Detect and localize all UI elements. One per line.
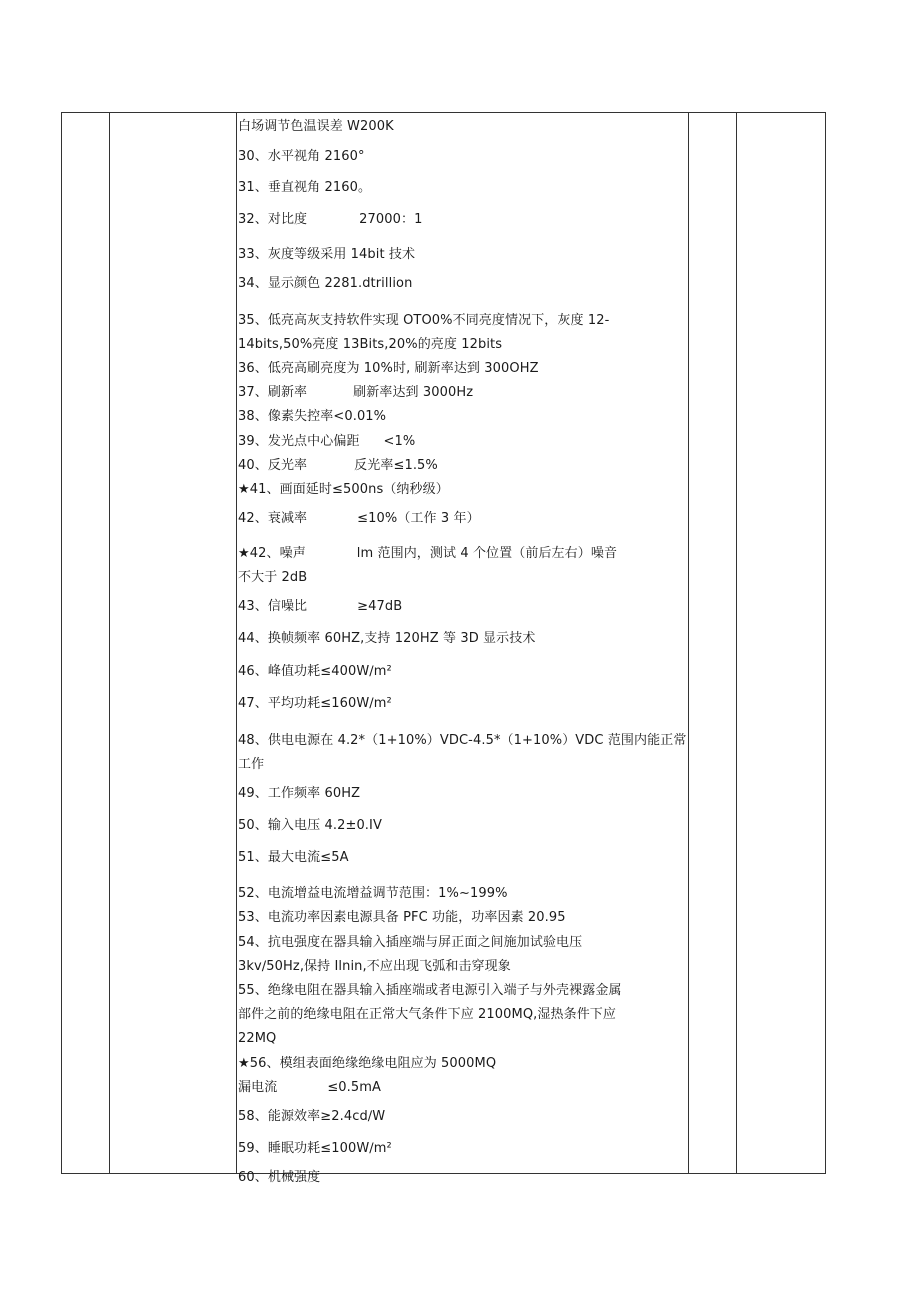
spec-line [238, 546, 617, 562]
spec-line: 51、最大电流≤5A [238, 850, 349, 865]
spec-line: 47、平均功耗≤160W∕m² [238, 696, 392, 711]
column-divider-1 [109, 113, 110, 1173]
spec-label: 漏电流 [238, 1080, 278, 1095]
spec-line: 22MQ [238, 1031, 277, 1046]
spec-label: 32、对比度 [238, 212, 308, 227]
spec-label: 43、信噪比 [238, 599, 308, 614]
spec-line [238, 1080, 381, 1096]
spec-value: ≤0.5mA [327, 1080, 382, 1095]
spec-line: 48、供电电源在 4.2*（1+10%）VDC-4.5*（1+10%）VDC 范围内能正常 [238, 733, 687, 748]
spec-line: 54、抗电强度在器具输入插座端与屏正面之间施加试验电压 [238, 935, 583, 950]
spec-value: 刷新率达到 3000Hz [353, 385, 474, 400]
spec-line [238, 434, 415, 450]
spec-label: 40、反光率 [238, 458, 308, 473]
spec-line: 部件之前的绝缘电阻在正常大气条件下应 2100MQ,湿热条件下应 [238, 1007, 616, 1022]
spec-line: 38、像素失控率<0.01% [238, 409, 387, 424]
spec-content-cell [237, 113, 687, 1185]
spec-line [238, 599, 402, 615]
spec-line: 3kv∕50Hz,保持 Ilnin,不应出现飞弧和击穿现象 [238, 959, 511, 974]
column-divider-3 [688, 113, 689, 1173]
spec-value: lm 范围内，测试 4 个位置（前后左右）噪音 [356, 546, 618, 561]
spec-line: 35、低亮高灰支持软件实现 OTO0%不同亮度情况下，灰度 12- [238, 313, 610, 328]
spec-label: ★42、噪声 [238, 546, 306, 561]
spec-line: 59、睡眠功耗≤100W∕m² [238, 1141, 392, 1156]
spec-label: 37、刷新率 [238, 385, 308, 400]
spec-line: 34、显示颜色 2281.dtrillion [238, 276, 413, 291]
spec-value: 反光率≤1.5% [354, 458, 438, 473]
spec-value: 27000：1 [359, 212, 423, 227]
spec-line: 49、工作频率 60HZ [238, 786, 361, 801]
spec-value: ≥47dB [357, 599, 403, 614]
spec-line: 58、能源效率≥2.4cd∕W [238, 1109, 386, 1124]
spec-line: 36、低亮高刷亮度为 10%时, 刷新率达到 300OHZ [238, 361, 539, 376]
spec-line: ★41、画面延时≤500ns（纳秒级） [238, 482, 449, 497]
spec-line: 33、灰度等级采用 14bit 技术 [238, 247, 416, 262]
spec-line: 55、绝缘电阻在器具输入插座端或者电源引入端子与外壳裸露金属 [238, 983, 622, 998]
spec-line [238, 511, 480, 527]
spec-label: 39、发光点中心偏距 [238, 434, 360, 449]
spec-line: 31、垂直视角 2160。 [238, 180, 372, 195]
spec-line [238, 385, 473, 401]
spec-line: 30、水平视角 2160° [238, 149, 365, 164]
spec-line-cut: 60、机械强度 [238, 1170, 321, 1185]
spec-line: 44、换帧频率 60HZ,支持 120HZ 等 3D 显示技术 [238, 631, 536, 646]
spec-line: 50、输入电压 4.2±0.IV [238, 818, 382, 833]
spec-line: 52、电流增益电流增益调节范围：1%~199% [238, 886, 508, 901]
spec-line [238, 212, 422, 228]
spec-value: ≤10%（工作 3 年） [357, 511, 480, 526]
spec-line [238, 458, 438, 474]
spec-line: 46、峰值功耗≤400W∕m² [238, 664, 392, 679]
spec-line: 白场调节色温误差 W200K [238, 119, 394, 134]
spec-label: 42、衰减率 [238, 511, 308, 526]
column-divider-4 [736, 113, 737, 1173]
spec-value: <1% [383, 434, 416, 449]
spec-table [61, 112, 826, 1185]
spec-line: ★56、模组表面绝缘绝缘电阻应为 5000MQ [238, 1056, 497, 1071]
spec-line: 14bits,50%亮度 13Bits,20%的亮度 12bits [238, 337, 503, 352]
spec-line: 工作 [238, 757, 265, 772]
spec-line: 不大于 2dB [238, 570, 308, 585]
spec-line: 53、电流功率因素电源具备 PFC 功能，功率因素 20.95 [238, 910, 566, 925]
